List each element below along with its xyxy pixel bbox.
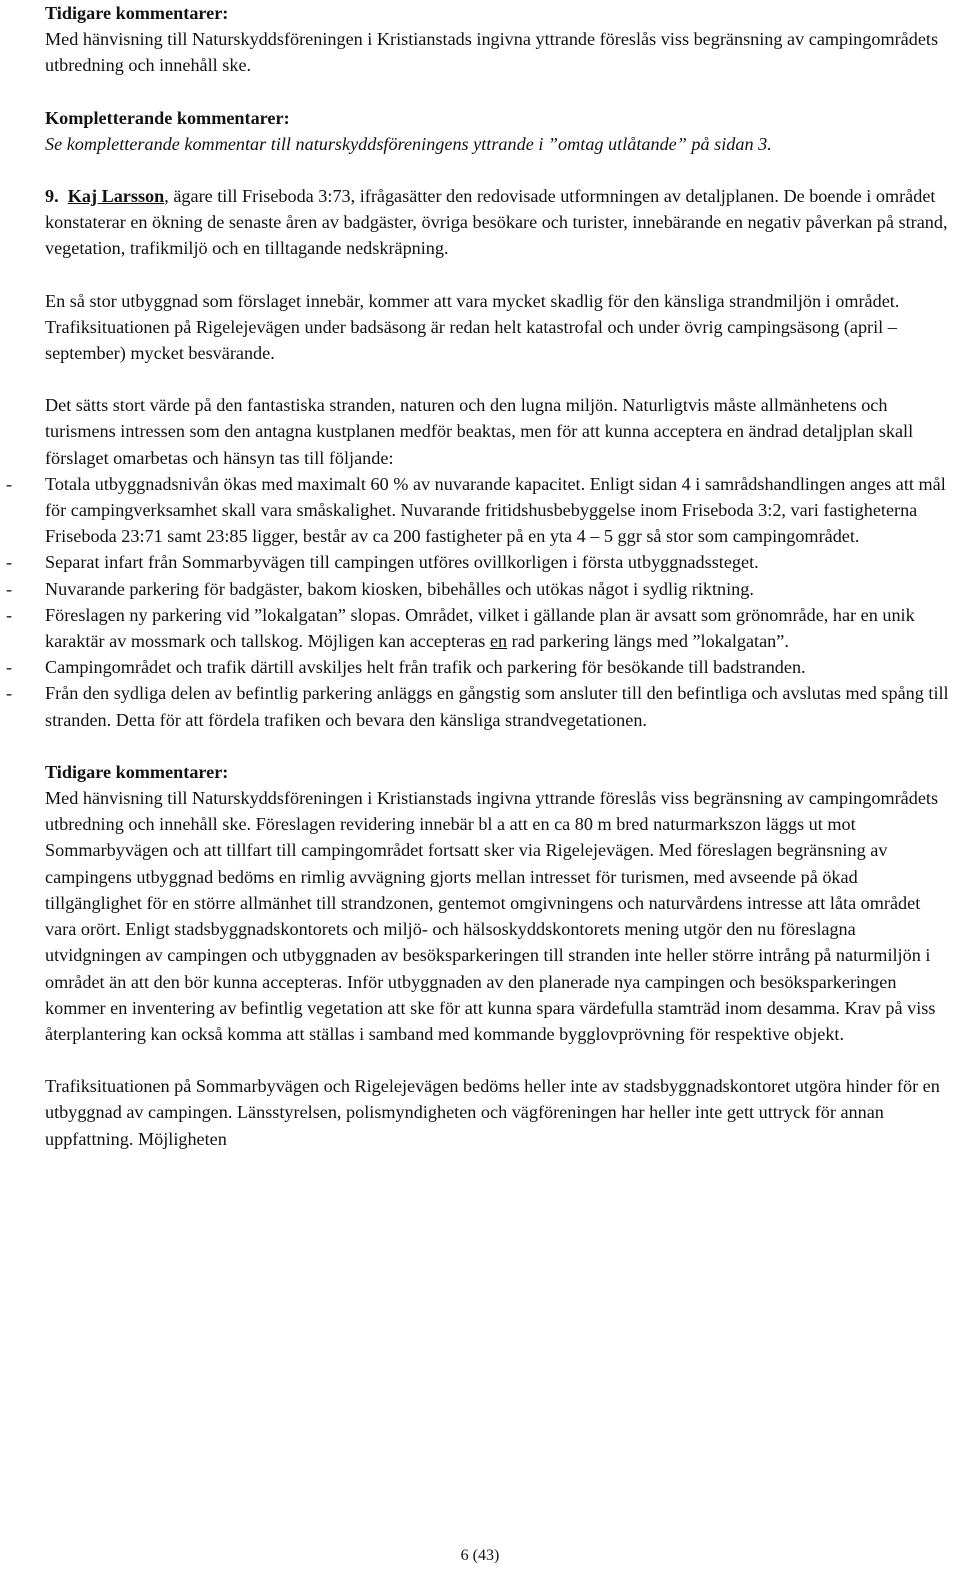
item-rest: De boende i området konstaterar en ökning de senaste åren av badgäster, övriga besökare och turister, innebärande en negativ påverkan på strand, vegetation, trafikmiljö och en tilltagande nedskräpning. bbox=[45, 186, 948, 259]
item-9-paragraph-3: Det sätts stort värde på den fantastiska stranden, naturen och den lugna miljön. Naturligtvis måste allmänhetens och turismens intressen som den antagna kustplanen medför beaktas, men för att kunna acceptera en ändrad detaljplan skall förslaget omarbetas och hänsyn tas till följande: bbox=[45, 395, 914, 468]
list-item-text: Föreslagen ny parkering vid ”lokalgatan” slopas. Området, vilket i gällande plan är avsatt som grönområde, har en unik karaktär av mossmark och tallskog. Möjligen kan accepteras bbox=[45, 604, 915, 652]
previous-comments-section-2 bbox=[45, 759, 955, 1047]
document-page bbox=[6, 0, 955, 1152]
bullet-dash: - bbox=[6, 578, 13, 599]
previous-comments-section bbox=[45, 0, 955, 79]
list-item bbox=[6, 654, 955, 680]
list-item bbox=[6, 549, 955, 575]
bullet-dash: - bbox=[6, 657, 13, 678]
list-item-text: Totala utbyggnadsnivån ökas med maximalt 60 % av nuvarande kapacitet. Enligt sidan 4 i samrådshandlingen anges att mål för campingverksamhet skall vara småskalighet. Nuvarande fritidshusbebyggelse inom Friseboda 3:2, vari fastigheterna Friseboda 23:71 samt 23:85 ligger, består av ca 200 fastigheter på en yta 4 – 5 ggr så stor som campingområdet. bbox=[45, 473, 946, 547]
list-item-text: Separat infart från Sommarbyvägen till campingen utföres ovillkorligen i första utbyggnadssteget. bbox=[45, 552, 759, 573]
item-name: Kaj Larsson bbox=[67, 186, 165, 207]
section-heading: Tidigare kommentarer: bbox=[45, 3, 229, 23]
page-number: 6 (43) bbox=[460, 1547, 500, 1564]
bullet-dash: - bbox=[6, 552, 13, 573]
list-item-text: Campingområdet och trafik därtill avskiljes helt från trafik och parkering för besökande till badstranden. bbox=[45, 657, 806, 678]
list-item-text: Nuvarande parkering för badgäster, bakom kiosken, bibehålles och utökas något i sydlig riktning. bbox=[45, 578, 754, 599]
traffic-paragraph: Trafiksituationen på Sommarbyvägen och Rigelejevägen bedöms heller inte av stadsbyggnadskontoret utgöra hinder för en utbyggnad av campingen. Länsstyrelsen, polismyndigheten och vägföreningen har heller inte gett uttryck för annan uppfattning. Möjligheten bbox=[45, 1076, 940, 1149]
list-item bbox=[6, 471, 955, 550]
list-item-text: Från den sydliga delen av befintlig parkering anläggs en gångstig som ansluter till den befintliga och avslutas med spång till stranden. Detta för att fördela trafiken och bevara den känsliga strandvegetationen. bbox=[45, 683, 949, 730]
section-text: Med hänvisning till Naturskyddsföreningen i Kristianstads ingivna yttrande föreslås viss begränsning av campingområdets utbredning och innehåll ske. Föreslagen revidering innebär bl a att en ca 80 m bred naturmarkszon läggs ut mot Sommarbyvägen och att tillfart till campingområdet fortsatt sker via Rigelejevägen. Med föreslagen begränsning av campingens utbyggnad bedöms en rimlig avvägning gjorts mellan intresset för turismen, med avseende på ökad tillgänglighet för en större allmänhet till strandzonen, gentemot omgivningens och naturvårdens intresse att låta området vara orört. Enligt stadsbyggnadskontorets och miljö- och hälsoskyddskontorets mening utgör den nu föreslagna utvidgningen av campingen och utbyggnaden av besöksparkeringen till stranden inte heller större intrång på naturmiljön i området än att den bör kunna accepteras. Inför utbyggnaden av den planerade nya campingen och besöksparkeringen kommer en inventering av befintlig vegetation att ske för att kunna spara värdefulla stamträd inom desamma. Krav på viss återplantering kan också komma att ställas i samband med kommande bygglovprövning för respektive objekt. bbox=[45, 788, 939, 1044]
list-item bbox=[6, 602, 955, 654]
supplementary-comments-section bbox=[45, 105, 955, 157]
section-text: Med hänvisning till Naturskyddsföreningen i Kristianstads ingivna yttrande föreslås viss begränsning av campingområdets utbredning och innehåll ske. bbox=[45, 29, 939, 76]
list-item bbox=[6, 680, 955, 732]
section-heading: Tidigare kommentarer: bbox=[45, 761, 229, 782]
bullet-dash: - bbox=[6, 473, 13, 494]
list-item bbox=[6, 576, 955, 602]
bullet-dash: - bbox=[6, 683, 13, 704]
list-item-text-end: rad parkering längs med ”lokalgatan”. bbox=[507, 631, 789, 652]
bullet-dash: - bbox=[6, 604, 13, 625]
item-9-paragraph-2: En så stor utbyggnad som förslaget innebär, kommer att vara mycket skadlig för den känsliga strandmiljön i området. Trafiksituationen på Rigelejevägen under badsäsong är redan helt katastrofal och under övrig campingsäsong (april – september) mycket besvärande. bbox=[45, 290, 900, 364]
item-9-paragraph-1 bbox=[45, 183, 955, 262]
section-text: Se kompletterande kommentar till naturskyddsföreningens yttrande i ”omtag utlåtande” på sidan 3. bbox=[45, 133, 772, 154]
item-number: 9. bbox=[45, 186, 59, 207]
underlined-word: en bbox=[489, 631, 508, 652]
section-heading: Kompletterande kommentarer: bbox=[45, 107, 290, 128]
item-intro: , ägare till Friseboda 3:73, ifrågasätter den redovisade utformningen av detaljplanen. bbox=[164, 186, 779, 207]
